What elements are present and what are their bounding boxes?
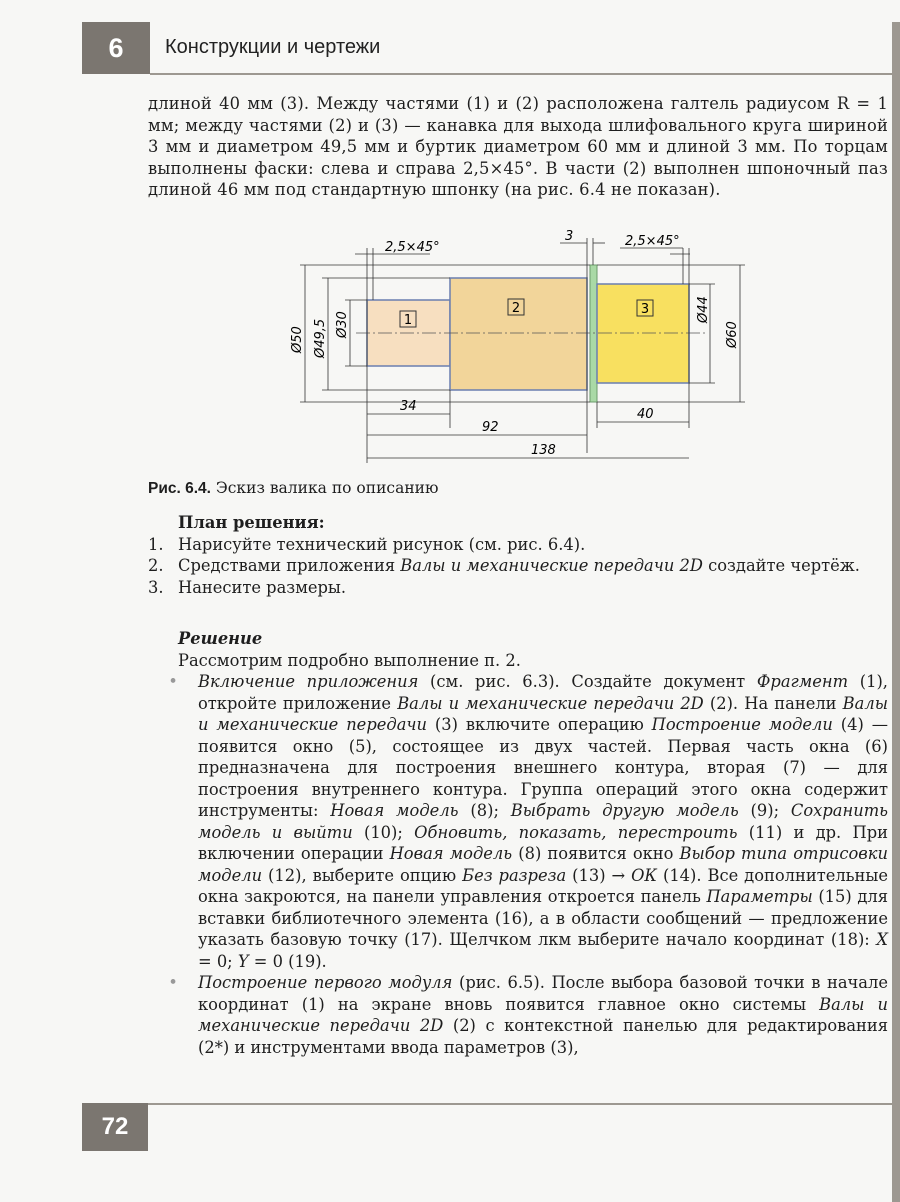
body-paragraph <box>148 93 888 201</box>
plan-heading: План решения: <box>178 513 325 532</box>
caption-text: Эскиз валика по описанию <box>210 479 439 497</box>
page-header <box>0 0 900 75</box>
list-item: 3. Нанесите размеры. <box>148 577 347 597</box>
shaft-part-3 <box>597 284 689 383</box>
list-item: 1. Нарисуйте технический рисунок (см. рис. 6.4). <box>148 534 586 554</box>
dim-len34: 34 <box>400 399 417 414</box>
dim-groove: 3 <box>565 229 574 244</box>
shaft-collar <box>590 265 597 402</box>
dim-d30: Ø30 <box>335 311 350 338</box>
bullet-text-2: Построение первого модуля (рис. 6.5). После выбора базовой точки в начале координат (1) на экране вновь появится главное окно системы Валы и механические передачи 2D (2) с контекстной панелью для редактирования (2*) и инструментами ввода параметров (3), <box>198 973 888 1057</box>
dim-chamfer-left: 2,5×45° <box>385 240 440 255</box>
dim-len92: 92 <box>482 420 499 435</box>
dim-d60: Ø60 <box>725 321 740 348</box>
figure-caption <box>148 479 439 498</box>
dim-d50: Ø50 <box>290 326 305 353</box>
dim-len138: 138 <box>531 443 556 458</box>
part-label-1: 1 <box>403 313 413 328</box>
shaft-part-2 <box>450 278 587 390</box>
part-label-3: 3 <box>640 302 650 317</box>
solution-plan <box>148 512 893 598</box>
dim-d44: Ø44 <box>696 296 711 323</box>
dim-chamfer-right: 2,5×45° <box>625 234 680 249</box>
list-item: 2. Средствами приложения Валы и механические передачи 2D создайте чертёж. <box>148 556 860 575</box>
shaft-sketch-figure <box>270 228 750 473</box>
page-number: 72 <box>82 1103 148 1151</box>
dim-d49: Ø49,5 <box>313 318 328 358</box>
solution-section <box>148 628 888 1058</box>
chapter-title: Конструкции и чертежи <box>165 36 381 58</box>
caption-number: Рис. 6.4. <box>148 480 211 497</box>
chapter-number: 6 <box>82 22 150 74</box>
part-label-2: 2 <box>511 301 521 316</box>
bullet-item: • Построение первого модуля (рис. 6.5). После выбора базовой точки в начале координат (1) на экране вновь появится главное окно системы Валы и механические передачи 2D (2) с контекстной панелью для редактирования (2*) и инструментами ввода параметров (3), <box>168 973 888 1057</box>
dim-len40: 40 <box>637 407 654 422</box>
footer-rule <box>148 1103 892 1105</box>
solution-intro: Рассмотрим подробно выполнение п. 2. <box>178 650 521 670</box>
header-rule <box>150 73 892 75</box>
solution-heading: Решение <box>178 629 263 648</box>
paragraph-text: длиной 40 мм (3). Между частями (1) и (2) расположена галтель радиусом R = 1 мм; между частями (2) и (3) — канавка для выхода шлифовального круга шириной 3 мм и диаметром 49,5 мм и буртик диаметром 60 мм и длиной 3 мм. По торцам выполнены фаски: слева и справа 2,5×45°. В части (2) выполнен шпоночный паз длиной 46 мм под стандартную шпонку (на рис. 6.4 не показан). <box>148 94 888 199</box>
page-edge-bar <box>892 22 900 1202</box>
bullet-item: • Включение приложения (см. рис. 6.3). Создайте документ Фрагмент (1), откройте приложение Валы и механические передачи 2D (2). На панели Валы и механические передачи (3) включите операцию Построение модели (4) — появится окно (5), состоящее из двух частей. Первая часть окна (6) предназначена для построения внешнего контура, вторая (7) — для построения внутреннего контура. Группа операций этого окна содержит инструменты: Новая модель (8); Выбрать другую модель (9); Сохранить модель и выйти (10); Обновить, показать, перестроить (11) и др. При включении операции Новая модель (8) появится окно Выбор типа отрисовки модели (12), выберите опцию Без разреза (13) → ОК (14). Все дополнительные окна закроются, на панели управления откроется панель Параметры (15) для вставки библиотечного элемента (16), а в области сообщений — предложение указать базовую точку (17). Щелчком лкм выберите начало координат (18): X = 0; Y = 0 (19). <box>168 672 889 971</box>
bullet-text-1: Включение приложения (см. рис. 6.3). Создайте документ Фрагмент (1), откройте приложение Валы и механические передачи 2D (2). На панели Валы и механические передачи (3) включите операцию Построение модели (4) — появится окно (5), состоящее из двух частей. Первая часть окна (6) предназначена для построения внешнего контура, вторая (7) — для построения внутреннего контура. Группа операций этого окна содержит инструменты: Новая модель (8); Выбрать другую модель (9); Сохранить модель и выйти (10); Обновить, показать, перестроить (11) и др. При включении операции Новая модель (8) появится окно Выбор типа отрисовки модели (12), выберите опцию Без разреза (13) → ОК (14). Все дополнительные окна закроются, на панели управления откроется панель Параметры (15) для вставки библиотечного элемента (16), а в области сообщений — предложение указать базовую точку (17). Щелчком лкм выберите начало координат (18): X = 0; Y = 0 (19). <box>198 672 889 971</box>
